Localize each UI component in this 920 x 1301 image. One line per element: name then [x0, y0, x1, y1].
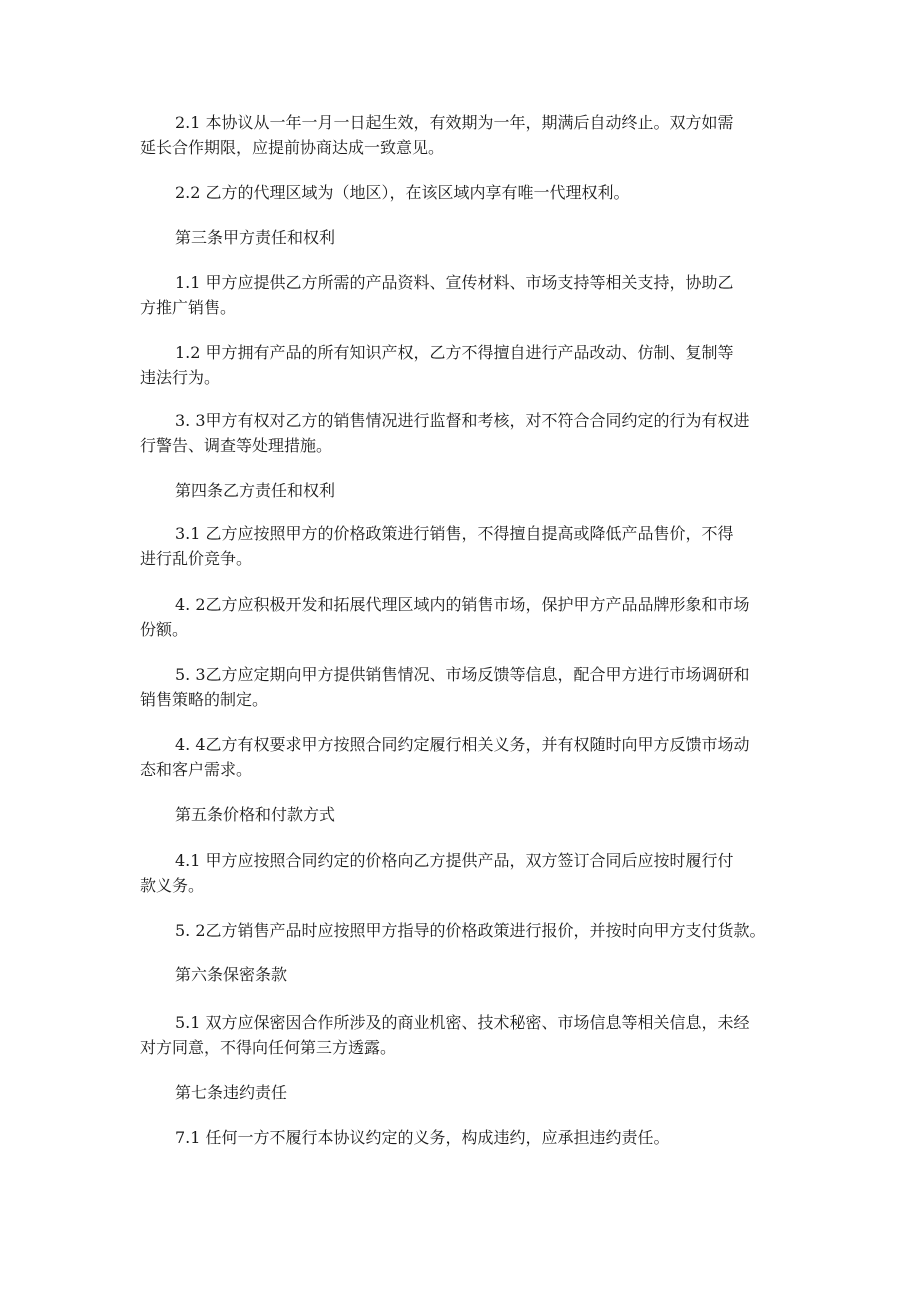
- paragraph-line: 2.2 乙方的代理区域为（地区），在该区域内享有唯一代理权利。: [175, 183, 630, 202]
- paragraph-line: 4. 2乙方应积极开发和拓展代理区域内的销售市场，保护甲方产品品牌形象和市场: [175, 595, 750, 614]
- paragraph-line: 5.1 双方应保密因合作所涉及的商业机密、技术秘密、市场信息等相关信息，未经: [175, 1013, 750, 1032]
- paragraph-line: 对方同意，不得向任何第三方透露。: [140, 1038, 397, 1057]
- paragraph-line: 款义务。: [140, 876, 205, 895]
- paragraph-line: 3.1 乙方应按照甲方的价格政策进行销售，不得擅自提高或降低产品售价，不得: [175, 524, 734, 543]
- paragraph-line: 方推广销售。: [140, 298, 237, 317]
- paragraph-line: 态和客户需求。: [140, 760, 253, 779]
- paragraph-line: 行警告、调查等处理措施。: [140, 436, 333, 455]
- paragraph-line: 违法行为。: [140, 368, 221, 387]
- paragraph-line: 7.1 任何一方不履行本协议约定的义务，构成违约，应承担违约责任。: [175, 1128, 670, 1147]
- paragraph-line: 3. 3甲方有权对乙方的销售情况进行监督和考核，对不符合合同约定的行为有权进: [175, 411, 750, 430]
- section-heading: 第三条甲方责任和权利: [175, 228, 336, 247]
- paragraph-line: 5. 3乙方应定期向甲方提供销售情况、市场反馈等信息，配合甲方进行市场调研和: [175, 665, 750, 684]
- paragraph-line: 进行乱价竞争。: [140, 549, 253, 568]
- paragraph-line: 1.1 甲方应提供乙方所需的产品资料、宣传材料、市场支持等相关支持，协助乙: [175, 273, 734, 292]
- paragraph-line: 5. 2乙方销售产品时应按照甲方指导的价格政策进行报价，并按时向甲方支付货款。: [175, 921, 766, 940]
- paragraph-line: 份额。: [140, 620, 189, 639]
- paragraph-line: 销售策略的制定。: [140, 690, 269, 709]
- paragraph-line: 1.2 甲方拥有产品的所有知识产权，乙方不得擅自进行产品改动、仿制、复制等: [175, 343, 734, 362]
- paragraph-line: 4. 4乙方有权要求甲方按照合同约定履行相关义务，并有权随时向甲方反馈市场动: [175, 735, 750, 754]
- section-heading: 第七条违约责任: [175, 1083, 288, 1102]
- paragraph-line: 2.1 本协议从一年一月一日起生效，有效期为一年，期满后自动终止。双方如需: [175, 113, 734, 132]
- paragraph-line: 4.1 甲方应按照合同约定的价格向乙方提供产品，双方签订合同后应按时履行付: [175, 851, 734, 870]
- section-heading: 第五条价格和付款方式: [175, 805, 336, 824]
- paragraph-line: 延长合作期限，应提前协商达成一致意见。: [140, 138, 445, 157]
- section-heading: 第六条保密条款: [175, 965, 288, 984]
- section-heading: 第四条乙方责任和权利: [175, 481, 336, 500]
